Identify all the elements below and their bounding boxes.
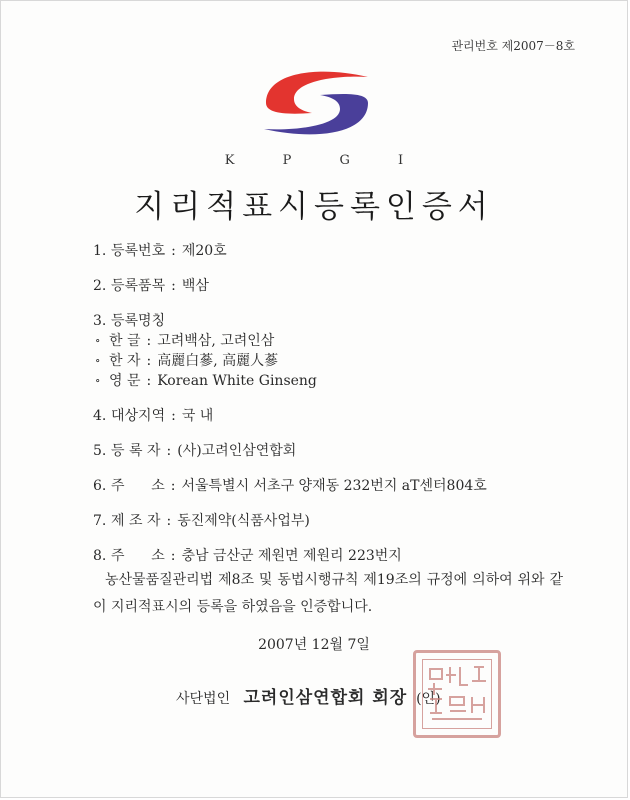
item-manufacturer — [93, 511, 563, 531]
item-registrant-address — [93, 476, 563, 496]
item-colon: : — [166, 443, 172, 459]
item-value: 충남 금산군 제원면 제원리 223번지 — [181, 548, 402, 564]
name-hanja — [95, 351, 563, 371]
item-number: 7. — [93, 513, 107, 529]
item-colon: : — [171, 408, 176, 424]
item-label: 주 소 — [111, 548, 165, 564]
item-colon: : — [146, 373, 152, 389]
name-value: Korean White Ginseng — [157, 373, 317, 389]
certificate-title: 지리적표시등록인증서 — [134, 189, 494, 225]
seal-pattern-icon — [424, 661, 490, 727]
item-number: 1. — [93, 243, 107, 259]
org-type: 사단법인 — [176, 691, 231, 707]
kpgi-swoosh-logo-icon — [256, 63, 376, 143]
item-label: 등 록 자 — [111, 443, 161, 459]
item-number: 6. — [93, 478, 107, 494]
item-value: 동진제약(식품사업부) — [177, 513, 310, 529]
item-number: 2. — [93, 278, 107, 294]
seal-mark: (인) — [416, 691, 441, 707]
item-colon: : — [146, 333, 152, 349]
official-seal-stamp — [413, 650, 501, 738]
item-label: 등록품목 — [111, 278, 166, 294]
item-colon: : — [171, 243, 176, 259]
item-registered-product — [93, 276, 563, 296]
management-number: 관리번호 제2007－8호 — [451, 39, 575, 53]
item-label: 대상지역 — [111, 408, 166, 424]
item-colon: : — [170, 478, 176, 494]
signatory-name: 고려인삼연합회 회장 — [243, 688, 408, 708]
item-registrant — [93, 441, 563, 461]
name-label: 한 글 — [109, 333, 141, 349]
certification-statement: 농산물품질관리법 제8조 및 동법시행규칙 제19조의 규정에 의하여 위와 같이 지리적표시의 등록을 하였음을 인증합니다. — [93, 572, 563, 615]
issue-date: 2007년 12월 7일 — [258, 637, 370, 653]
name-label: 한 자 — [109, 353, 141, 369]
item-target-region — [93, 406, 563, 426]
item-manufacturer-address — [93, 546, 563, 566]
item-label: 주 소 — [111, 478, 165, 494]
item-registered-name — [93, 311, 563, 331]
item-value: 국 내 — [181, 408, 214, 424]
name-value: 高麗白蔘, 高麗人蔘 — [157, 353, 279, 369]
bullet-icon: ∘ — [95, 374, 101, 387]
item-number: 3. — [93, 313, 107, 329]
item-value: 백삼 — [181, 278, 209, 294]
item-value: (사)고려인삼연합회 — [177, 443, 297, 459]
bullet-icon: ∘ — [95, 334, 101, 347]
item-number: 8. — [93, 548, 107, 564]
item-colon: : — [170, 548, 176, 564]
signatory — [176, 683, 441, 708]
item-number: 4. — [93, 408, 107, 424]
logo-text: K P G I — [224, 153, 426, 168]
item-value: 서울특별시 서초구 양재동 232번지 aT센터804호 — [181, 478, 487, 494]
item-label: 등록명칭 — [111, 313, 166, 329]
item-label: 등록번호 — [111, 243, 166, 259]
name-label: 영 문 — [109, 373, 141, 389]
item-colon: : — [166, 513, 172, 529]
item-colon: : — [146, 353, 152, 369]
name-value: 고려백삼, 고려인삼 — [157, 333, 275, 349]
name-english — [95, 371, 563, 391]
item-colon: : — [171, 278, 176, 294]
name-korean — [95, 331, 563, 351]
registration-items — [93, 241, 563, 566]
item-registration-number — [93, 241, 563, 261]
item-label: 제 조 자 — [111, 513, 161, 529]
item-number: 5. — [93, 443, 107, 459]
item-value: 제20호 — [181, 243, 227, 259]
bullet-icon: ∘ — [95, 354, 101, 367]
